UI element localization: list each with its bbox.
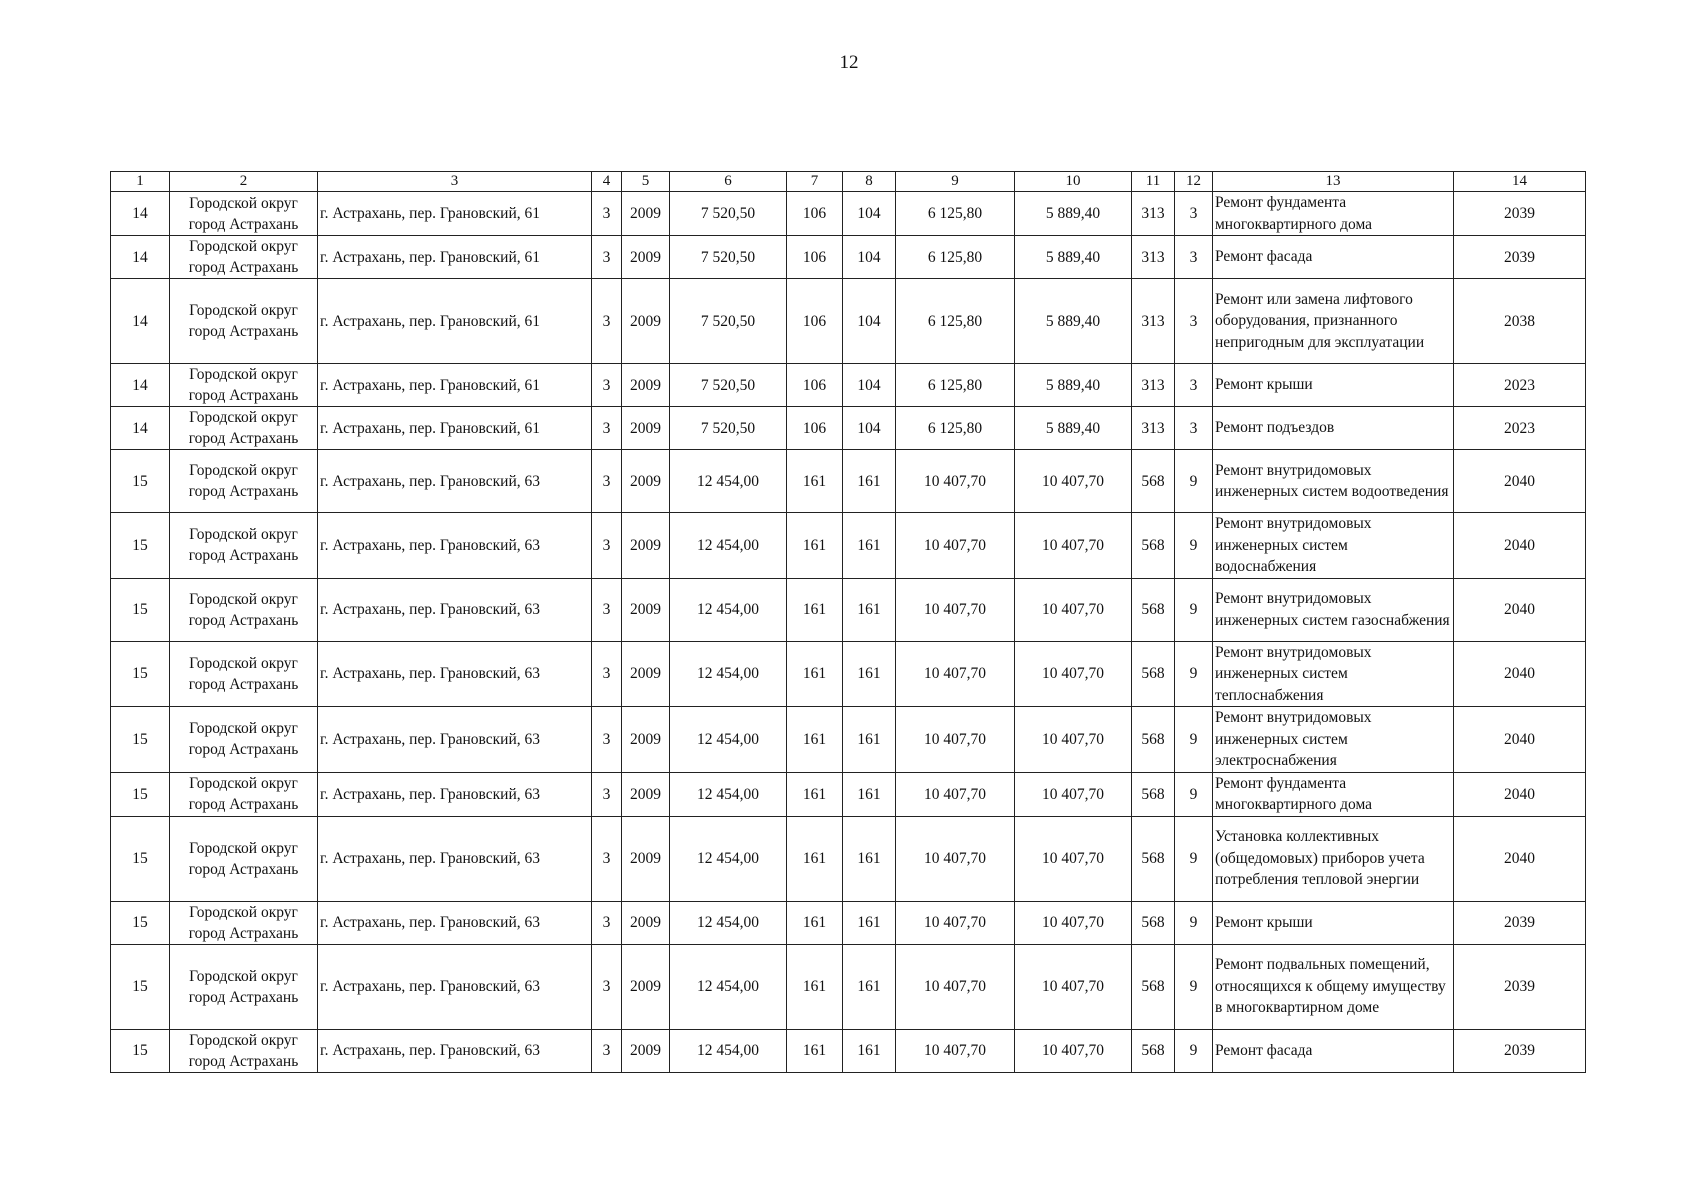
- cell-area-owned: 10 407,70: [1015, 450, 1132, 513]
- cell-address: г. Астрахань, пер. Грановский, 63: [318, 772, 592, 816]
- cell-residents: 568: [1132, 578, 1175, 641]
- cell-area-owned: 10 407,70: [1015, 816, 1132, 901]
- column-header: 8: [843, 172, 896, 192]
- cell-work-type: Ремонт внутридомовых инженерных систем газоснабжения: [1213, 578, 1454, 641]
- cell-units: 161: [787, 513, 843, 579]
- cell-planned-year: 2038: [1454, 279, 1586, 364]
- cell-year: 2009: [622, 772, 670, 816]
- cell-residents-col12: 3: [1175, 279, 1213, 364]
- cell-total-area: 7 520,50: [670, 236, 787, 279]
- cell-area-residential: 10 407,70: [896, 450, 1015, 513]
- cell-floors: 3: [592, 279, 622, 364]
- column-header: 1: [111, 172, 170, 192]
- cell-work-type: Ремонт фундамента многоквартирного дома: [1213, 192, 1454, 236]
- cell-work-type: Ремонт фундамента многоквартирного дома: [1213, 772, 1454, 816]
- cell-residents: 313: [1132, 279, 1175, 364]
- cell-planned-year: 2039: [1454, 1029, 1586, 1072]
- cell-year: 2009: [622, 707, 670, 773]
- cell-planned-year: 2040: [1454, 450, 1586, 513]
- column-header: 13: [1213, 172, 1454, 192]
- cell-area-owned: 5 889,40: [1015, 236, 1132, 279]
- cell-total-area: 12 454,00: [670, 578, 787, 641]
- cell-planned-year: 2039: [1454, 944, 1586, 1029]
- column-header: 6: [670, 172, 787, 192]
- column-header: 7: [787, 172, 843, 192]
- cell-address: г. Астрахань, пер. Грановский, 61: [318, 279, 592, 364]
- cell-address: г. Астрахань, пер. Грановский, 63: [318, 901, 592, 944]
- cell-work-type: Ремонт внутридомовых инженерных систем электроснабжения: [1213, 707, 1454, 773]
- cell-address: г. Астрахань, пер. Грановский, 63: [318, 641, 592, 707]
- cell-total-area: 12 454,00: [670, 901, 787, 944]
- table-row: [111, 944, 1586, 1029]
- cell-floors: 3: [592, 192, 622, 236]
- cell-planned-year: 2040: [1454, 578, 1586, 641]
- cell-work-type: Ремонт внутридомовых инженерных систем водоснабжения: [1213, 513, 1454, 579]
- cell-year: 2009: [622, 901, 670, 944]
- cell-total-area: 7 520,50: [670, 407, 787, 450]
- cell-residents-col12: 9: [1175, 707, 1213, 773]
- cell-municipality: Городской округ город Астрахань: [170, 279, 318, 364]
- cell-row-number: 15: [111, 1029, 170, 1072]
- cell-total-area: 12 454,00: [670, 513, 787, 579]
- cell-planned-year: 2039: [1454, 192, 1586, 236]
- cell-residents-col12: 3: [1175, 236, 1213, 279]
- cell-area-residential: 10 407,70: [896, 513, 1015, 579]
- cell-address: г. Астрахань, пер. Грановский, 63: [318, 1029, 592, 1072]
- cell-residents: 568: [1132, 944, 1175, 1029]
- cell-area-residential: 10 407,70: [896, 772, 1015, 816]
- cell-total-area: 12 454,00: [670, 450, 787, 513]
- cell-municipality: Городской округ город Астрахань: [170, 641, 318, 707]
- cell-address: г. Астрахань, пер. Грановский, 63: [318, 450, 592, 513]
- cell-units: 161: [787, 901, 843, 944]
- cell-floors: 3: [592, 772, 622, 816]
- cell-row-number: 14: [111, 192, 170, 236]
- cell-floors: 3: [592, 707, 622, 773]
- cell-floors: 3: [592, 407, 622, 450]
- cell-address: г. Астрахань, пер. Грановский, 61: [318, 236, 592, 279]
- cell-planned-year: 2040: [1454, 641, 1586, 707]
- cell-row-number: 15: [111, 450, 170, 513]
- cell-area-residential: 10 407,70: [896, 901, 1015, 944]
- table-row: [111, 236, 1586, 279]
- cell-floors: 3: [592, 236, 622, 279]
- cell-floors: 3: [592, 641, 622, 707]
- cell-planned-year: 2040: [1454, 513, 1586, 579]
- table-row: [111, 364, 1586, 407]
- cell-address: г. Астрахань, пер. Грановский, 63: [318, 578, 592, 641]
- cell-row-number: 14: [111, 407, 170, 450]
- cell-area-owned: 10 407,70: [1015, 513, 1132, 579]
- cell-total-area: 7 520,50: [670, 192, 787, 236]
- cell-residents: 313: [1132, 364, 1175, 407]
- cell-residents-col12: 9: [1175, 944, 1213, 1029]
- cell-residents: 568: [1132, 816, 1175, 901]
- cell-work-type: Ремонт подвальных помещений, относящихся к общему имуществу в многоквартирном доме: [1213, 944, 1454, 1029]
- cell-row-number: 15: [111, 816, 170, 901]
- cell-municipality: Городской округ город Астрахань: [170, 707, 318, 773]
- cell-work-type: Ремонт подъездов: [1213, 407, 1454, 450]
- cell-row-number: 15: [111, 772, 170, 816]
- cell-year: 2009: [622, 364, 670, 407]
- cell-year: 2009: [622, 816, 670, 901]
- cell-address: г. Астрахань, пер. Грановский, 63: [318, 513, 592, 579]
- cell-municipality: Городской округ город Астрахань: [170, 816, 318, 901]
- cell-work-type: Ремонт крыши: [1213, 364, 1454, 407]
- cell-residents: 568: [1132, 772, 1175, 816]
- cell-area-owned: 5 889,40: [1015, 407, 1132, 450]
- cell-area-owned: 10 407,70: [1015, 707, 1132, 773]
- cell-area-residential: 6 125,80: [896, 236, 1015, 279]
- cell-residents-col12: 9: [1175, 513, 1213, 579]
- cell-area-residential: 10 407,70: [896, 707, 1015, 773]
- column-header: 2: [170, 172, 318, 192]
- cell-units: 106: [787, 407, 843, 450]
- cell-floors: 3: [592, 513, 622, 579]
- cell-residents: 313: [1132, 236, 1175, 279]
- cell-row-number: 14: [111, 364, 170, 407]
- cell-units: 161: [787, 772, 843, 816]
- cell-year: 2009: [622, 641, 670, 707]
- cell-area-owned: 10 407,70: [1015, 578, 1132, 641]
- cell-row-number: 15: [111, 578, 170, 641]
- cell-total-area: 12 454,00: [670, 772, 787, 816]
- cell-floors: 3: [592, 816, 622, 901]
- cell-residents: 313: [1132, 192, 1175, 236]
- cell-residents: 568: [1132, 450, 1175, 513]
- cell-area-owned: 5 889,40: [1015, 192, 1132, 236]
- cell-total-area: 12 454,00: [670, 641, 787, 707]
- cell-work-type: Ремонт фасада: [1213, 236, 1454, 279]
- cell-area-owned: 5 889,40: [1015, 279, 1132, 364]
- cell-municipality: Городской округ город Астрахань: [170, 578, 318, 641]
- cell-planned-year: 2040: [1454, 816, 1586, 901]
- cell-year: 2009: [622, 513, 670, 579]
- cell-total-area: 12 454,00: [670, 944, 787, 1029]
- cell-municipality: Городской округ город Астрахань: [170, 364, 318, 407]
- cell-total-area: 12 454,00: [670, 1029, 787, 1072]
- cell-units: 161: [787, 450, 843, 513]
- cell-area-residential: 10 407,70: [896, 641, 1015, 707]
- cell-residential-units: 161: [843, 1029, 896, 1072]
- cell-residential-units: 104: [843, 407, 896, 450]
- cell-residents-col12: 3: [1175, 364, 1213, 407]
- cell-residents: 568: [1132, 901, 1175, 944]
- cell-floors: 3: [592, 901, 622, 944]
- table-row: [111, 279, 1586, 364]
- cell-area-residential: 6 125,80: [896, 279, 1015, 364]
- table-row: [111, 513, 1586, 579]
- cell-year: 2009: [622, 578, 670, 641]
- cell-residential-units: 161: [843, 513, 896, 579]
- cell-planned-year: 2023: [1454, 407, 1586, 450]
- cell-row-number: 15: [111, 641, 170, 707]
- cell-year: 2009: [622, 450, 670, 513]
- cell-address: г. Астрахань, пер. Грановский, 61: [318, 407, 592, 450]
- cell-municipality: Городской округ город Астрахань: [170, 407, 318, 450]
- cell-residential-units: 161: [843, 944, 896, 1029]
- cell-municipality: Городской округ город Астрахань: [170, 192, 318, 236]
- cell-units: 106: [787, 192, 843, 236]
- cell-floors: 3: [592, 578, 622, 641]
- cell-residents: 568: [1132, 707, 1175, 773]
- cell-units: 106: [787, 364, 843, 407]
- cell-area-owned: 10 407,70: [1015, 641, 1132, 707]
- cell-area-owned: 5 889,40: [1015, 364, 1132, 407]
- column-header: 3: [318, 172, 592, 192]
- column-header: 14: [1454, 172, 1586, 192]
- cell-work-type: Ремонт внутридомовых инженерных систем водоотведения: [1213, 450, 1454, 513]
- table-row: [111, 707, 1586, 773]
- cell-residents-col12: 9: [1175, 1029, 1213, 1072]
- cell-year: 2009: [622, 236, 670, 279]
- cell-year: 2009: [622, 192, 670, 236]
- cell-units: 161: [787, 944, 843, 1029]
- cell-total-area: 12 454,00: [670, 707, 787, 773]
- column-header: 9: [896, 172, 1015, 192]
- cell-residential-units: 161: [843, 901, 896, 944]
- cell-area-residential: 10 407,70: [896, 1029, 1015, 1072]
- cell-residents-col12: 9: [1175, 816, 1213, 901]
- cell-residential-units: 161: [843, 707, 896, 773]
- header-row: [111, 172, 1586, 192]
- cell-planned-year: 2039: [1454, 901, 1586, 944]
- cell-area-residential: 10 407,70: [896, 816, 1015, 901]
- cell-area-residential: 6 125,80: [896, 364, 1015, 407]
- cell-residents-col12: 9: [1175, 772, 1213, 816]
- cell-units: 161: [787, 816, 843, 901]
- cell-planned-year: 2040: [1454, 707, 1586, 773]
- cell-municipality: Городской округ город Астрахань: [170, 772, 318, 816]
- cell-floors: 3: [592, 1029, 622, 1072]
- cell-row-number: 14: [111, 279, 170, 364]
- cell-residential-units: 161: [843, 772, 896, 816]
- cell-year: 2009: [622, 1029, 670, 1072]
- cell-residential-units: 161: [843, 450, 896, 513]
- cell-residents: 568: [1132, 1029, 1175, 1072]
- cell-area-residential: 10 407,70: [896, 578, 1015, 641]
- table-row: [111, 816, 1586, 901]
- cell-total-area: 7 520,50: [670, 364, 787, 407]
- table-row: [111, 578, 1586, 641]
- cell-total-area: 12 454,00: [670, 816, 787, 901]
- cell-residential-units: 104: [843, 364, 896, 407]
- cell-row-number: 15: [111, 513, 170, 579]
- cell-area-residential: 6 125,80: [896, 407, 1015, 450]
- table-row: [111, 901, 1586, 944]
- table-row: [111, 772, 1586, 816]
- column-header: 11: [1132, 172, 1175, 192]
- cell-planned-year: 2039: [1454, 236, 1586, 279]
- cell-units: 161: [787, 641, 843, 707]
- cell-floors: 3: [592, 450, 622, 513]
- table-row: [111, 407, 1586, 450]
- cell-residential-units: 161: [843, 641, 896, 707]
- cell-planned-year: 2023: [1454, 364, 1586, 407]
- cell-floors: 3: [592, 944, 622, 1029]
- cell-work-type: Ремонт крыши: [1213, 901, 1454, 944]
- cell-residential-units: 104: [843, 192, 896, 236]
- cell-residents-col12: 3: [1175, 192, 1213, 236]
- cell-residents: 313: [1132, 407, 1175, 450]
- table-row: [111, 1029, 1586, 1072]
- repair-program-table: [110, 171, 1586, 1073]
- cell-residential-units: 104: [843, 236, 896, 279]
- cell-address: г. Астрахань, пер. Грановский, 63: [318, 816, 592, 901]
- cell-units: 161: [787, 1029, 843, 1072]
- cell-row-number: 15: [111, 944, 170, 1029]
- cell-row-number: 15: [111, 707, 170, 773]
- cell-municipality: Городской округ город Астрахань: [170, 513, 318, 579]
- table-row: [111, 450, 1586, 513]
- cell-work-type: Ремонт или замена лифтового оборудования, признанного непригодным для эксплуатации: [1213, 279, 1454, 364]
- table-row: [111, 641, 1586, 707]
- cell-work-type: Установка коллективных (общедомовых) приборов учета потребления тепловой энергии: [1213, 816, 1454, 901]
- cell-residential-units: 161: [843, 816, 896, 901]
- cell-area-owned: 10 407,70: [1015, 772, 1132, 816]
- cell-municipality: Городской округ город Астрахань: [170, 450, 318, 513]
- cell-area-owned: 10 407,70: [1015, 1029, 1132, 1072]
- cell-year: 2009: [622, 407, 670, 450]
- cell-planned-year: 2040: [1454, 772, 1586, 816]
- cell-residents-col12: 9: [1175, 450, 1213, 513]
- cell-row-number: 15: [111, 901, 170, 944]
- cell-municipality: Городской округ город Астрахань: [170, 1029, 318, 1072]
- cell-units: 161: [787, 707, 843, 773]
- table-body: [111, 192, 1586, 1073]
- cell-units: 106: [787, 279, 843, 364]
- cell-year: 2009: [622, 279, 670, 364]
- cell-year: 2009: [622, 944, 670, 1029]
- cell-address: г. Астрахань, пер. Грановский, 61: [318, 364, 592, 407]
- column-header: 10: [1015, 172, 1132, 192]
- cell-residents: 568: [1132, 513, 1175, 579]
- cell-residential-units: 104: [843, 279, 896, 364]
- table-row: [111, 192, 1586, 236]
- cell-residents: 568: [1132, 641, 1175, 707]
- cell-municipality: Городской округ город Астрахань: [170, 944, 318, 1029]
- cell-area-residential: 6 125,80: [896, 192, 1015, 236]
- cell-municipality: Городской округ город Астрахань: [170, 236, 318, 279]
- cell-residential-units: 161: [843, 578, 896, 641]
- cell-area-residential: 10 407,70: [896, 944, 1015, 1029]
- cell-units: 106: [787, 236, 843, 279]
- column-header: 12: [1175, 172, 1213, 192]
- cell-residents-col12: 3: [1175, 407, 1213, 450]
- cell-total-area: 7 520,50: [670, 279, 787, 364]
- cell-address: г. Астрахань, пер. Грановский, 63: [318, 707, 592, 773]
- cell-residents-col12: 9: [1175, 901, 1213, 944]
- cell-row-number: 14: [111, 236, 170, 279]
- cell-work-type: Ремонт внутридомовых инженерных систем теплоснабжения: [1213, 641, 1454, 707]
- page-number: 12: [839, 52, 859, 73]
- column-header: 4: [592, 172, 622, 192]
- cell-floors: 3: [592, 364, 622, 407]
- cell-area-owned: 10 407,70: [1015, 901, 1132, 944]
- cell-work-type: Ремонт фасада: [1213, 1029, 1454, 1072]
- cell-address: г. Астрахань, пер. Грановский, 61: [318, 192, 592, 236]
- cell-residents-col12: 9: [1175, 641, 1213, 707]
- cell-address: г. Астрахань, пер. Грановский, 63: [318, 944, 592, 1029]
- cell-area-owned: 10 407,70: [1015, 944, 1132, 1029]
- cell-residents-col12: 9: [1175, 578, 1213, 641]
- column-header: 5: [622, 172, 670, 192]
- cell-units: 161: [787, 578, 843, 641]
- cell-municipality: Городской округ город Астрахань: [170, 901, 318, 944]
